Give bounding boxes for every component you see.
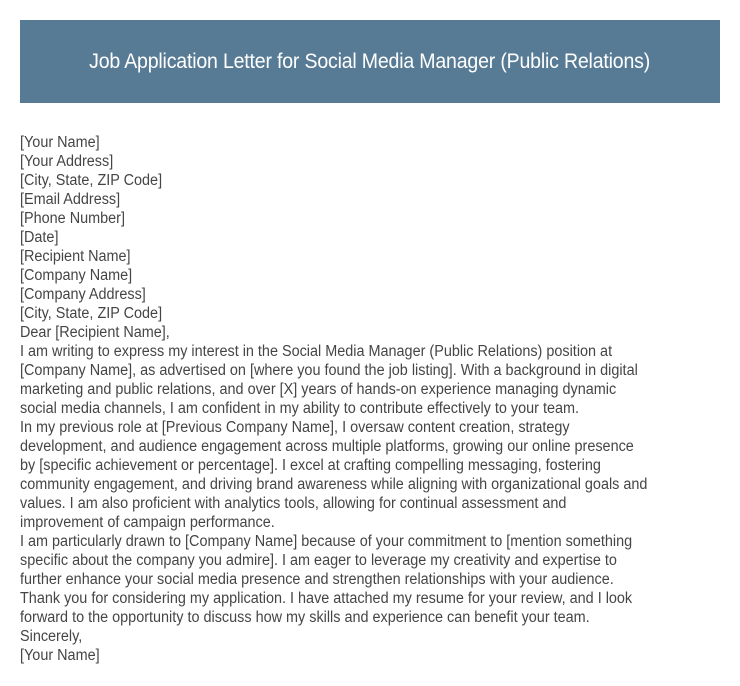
sender-name: [Your Name] bbox=[20, 134, 100, 151]
paragraph-line: improvement of campaign performance. bbox=[20, 514, 275, 531]
paragraph-line: I am particularly drawn to [Company Name] because of your commitment to [mention something bbox=[20, 533, 633, 550]
paragraph-line: social media channels, I am confident in my ability to contribute effectively to your team. bbox=[20, 400, 580, 417]
sender-address: [Your Address] bbox=[20, 153, 114, 170]
salutation: Dear [Recipient Name], bbox=[20, 324, 170, 341]
sender-city-state-zip: [City, State, ZIP Code] bbox=[20, 172, 163, 189]
paragraph-line: In my previous role at [Previous Company Name], I oversaw content creation, strategy bbox=[20, 419, 570, 436]
paragraph-line: forward to the opportunity to discuss how my skills and experience can benefit your team. bbox=[20, 609, 590, 626]
recipient-name: [Recipient Name] bbox=[20, 248, 131, 265]
letter-date: [Date] bbox=[20, 229, 59, 246]
recipient-block bbox=[20, 247, 740, 323]
paragraph-line: further enhance your social media presence and strengthen relationships with your audience. bbox=[20, 571, 614, 588]
paragraph-experience bbox=[20, 418, 740, 532]
sender-phone: [Phone Number] bbox=[20, 210, 125, 227]
sender-block bbox=[20, 133, 740, 228]
paragraph-intro bbox=[20, 342, 740, 418]
paragraph-line: Thank you for considering my application. I have attached my resume for your review, and I look bbox=[20, 590, 633, 607]
paragraph-line: by [specific achievement or percentage]. I excel at crafting compelling messaging, fostering bbox=[20, 457, 601, 474]
paragraph-line: I am writing to express my interest in the Social Media Manager (Public Relations) position at bbox=[20, 343, 613, 360]
paragraph-line: marketing and public relations, and over [X] years of hands-on experience managing dynamic bbox=[20, 381, 617, 398]
sender-email: [Email Address] bbox=[20, 191, 121, 208]
recipient-company: [Company Name] bbox=[20, 267, 133, 284]
paragraph-closing bbox=[20, 589, 740, 627]
paragraph-line: specific about the company you admire]. I am eager to leverage my creativity and expertise to bbox=[20, 552, 617, 569]
page-title: Job Application Letter for Social Media Manager (Public Relations) bbox=[89, 49, 651, 73]
letter-body bbox=[20, 133, 740, 665]
paragraph-line: development, and audience engagement across multiple platforms, growing our online presence bbox=[20, 438, 634, 455]
page-header bbox=[20, 20, 720, 103]
recipient-company-address: [Company Address] bbox=[20, 286, 146, 303]
signature: [Your Name] bbox=[20, 647, 100, 664]
paragraph-line: community engagement, and driving brand awareness while aligning with organizational goals and bbox=[20, 476, 648, 493]
closing: Sincerely, bbox=[20, 628, 83, 645]
paragraph-motivation bbox=[20, 532, 740, 589]
recipient-city-state-zip: [City, State, ZIP Code] bbox=[20, 305, 163, 322]
paragraph-line: values. I am also proficient with analytics tools, allowing for continual assessment and bbox=[20, 495, 567, 512]
paragraph-line: [Company Name], as advertised on [where you found the job listing]. With a background in digital bbox=[20, 362, 638, 379]
